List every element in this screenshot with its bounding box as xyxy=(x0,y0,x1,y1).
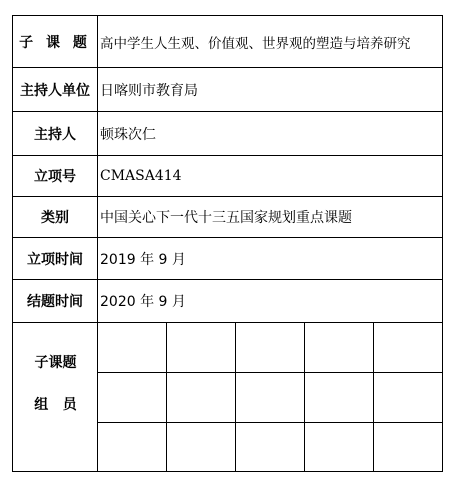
member-cell xyxy=(167,373,235,422)
end-date-value: 2020 年 9 月 xyxy=(100,294,186,310)
subproject-label: 子 课 题 xyxy=(19,34,91,51)
member-cell xyxy=(167,323,235,372)
start-date-value: 2019 年 9 月 xyxy=(100,251,186,268)
member-cell xyxy=(98,373,166,422)
start-date-label: 立项时间 xyxy=(27,251,83,268)
host-label: 主持人 xyxy=(34,126,76,143)
category-label: 类别 xyxy=(41,210,69,226)
members-label-line1: 子课题 xyxy=(34,355,77,371)
subproject-title-value: 高中学生人生观、价值观、世界观的塑造与培养研究 xyxy=(100,35,411,52)
host-unit-value: 日喀则市教育局 xyxy=(100,82,198,99)
member-cell xyxy=(305,373,373,422)
project-info-table xyxy=(12,15,443,472)
member-cell xyxy=(374,423,442,471)
project-number-label: 立项号 xyxy=(34,169,76,185)
host-unit-label: 主持人单位 xyxy=(20,82,90,99)
category-value: 中国关心下一代十三五国家规划重点课题 xyxy=(100,210,352,226)
member-cell xyxy=(305,323,373,372)
member-cell xyxy=(374,373,442,422)
end-date-label: 结题时间 xyxy=(27,294,83,310)
member-cell xyxy=(374,323,442,372)
member-cell xyxy=(236,423,304,471)
project-number-value: CMASA414 xyxy=(100,168,182,184)
member-cell xyxy=(305,423,373,471)
host-value: 顿珠次仁 xyxy=(100,126,156,143)
member-cell xyxy=(167,423,235,471)
members-label-line2: 组 员 xyxy=(34,397,77,413)
member-cell xyxy=(236,323,304,372)
member-cell xyxy=(98,323,166,372)
member-cell xyxy=(98,423,166,471)
member-cell xyxy=(236,373,304,422)
